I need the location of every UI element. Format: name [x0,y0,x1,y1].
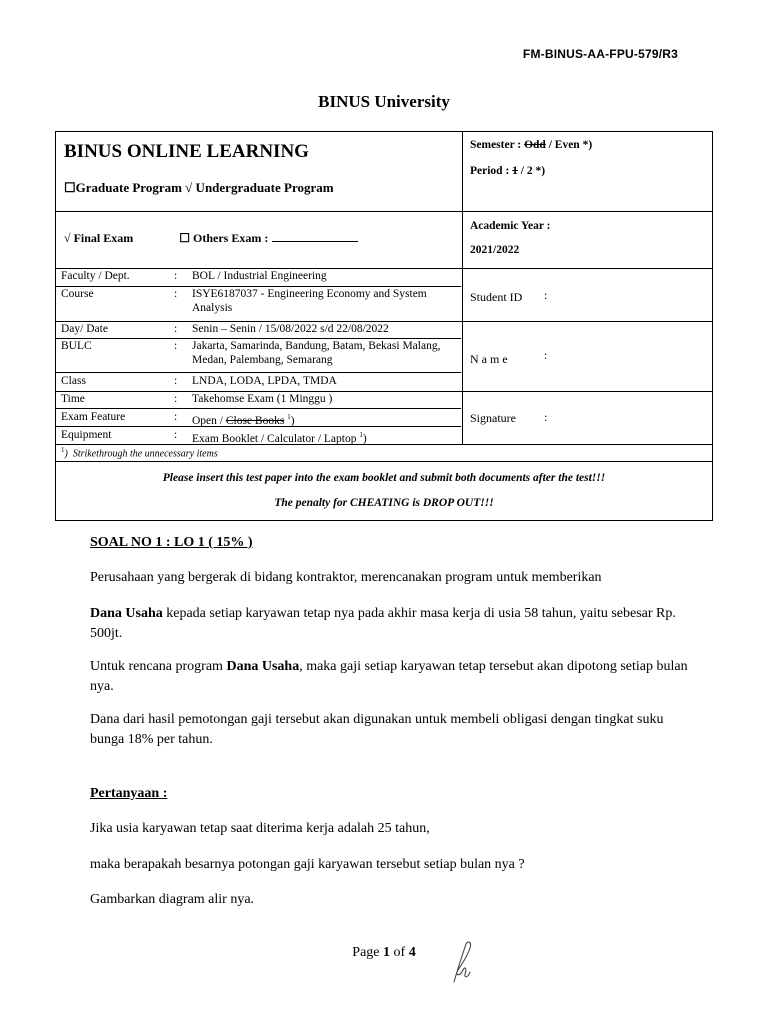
info-value: LNDA, LODA, LPDA, TMDA [192,375,337,387]
divider [56,461,712,462]
info-colon: : [174,288,178,300]
info-label: Faculty / Dept. [61,270,130,282]
semester-field: Semester : Odd / Even *) [470,139,593,151]
paragraph: Perusahaan yang bergerak di bidang kontraktor, merencanakan program untuk memberikan [90,570,602,585]
info-label: Day/ Date [61,323,108,335]
info-colon: : [174,323,178,335]
form-code: FM-BINUS-AA-FPU-579/R3 [522,47,678,61]
name-label: N a m e [470,352,508,366]
info-value: Jakarta, Samarinda, Bandung, Batam, Bekasi Malang, Medan, Palembang, Semarang [192,340,441,366]
question-header: Pertanyaan : [90,786,168,801]
penalty-notice: The penalty for CHEATING is DROP OUT!!! [274,497,494,509]
exam-header-table [55,131,713,521]
exam-type-row [64,231,358,246]
info-colon: : [174,340,178,352]
question-line: Jika usia karyawan tetap saat diterima kerja adalah 25 tahun, [90,821,430,836]
info-value: Exam Booklet / Calculator / Laptop $^1$) [192,431,367,445]
question-line: Gambarkan diagram alir nya. [90,892,255,907]
info-label: Course [61,288,94,300]
divider [462,132,463,444]
info-label: Equipment [61,429,112,441]
info-label: Class [61,375,86,387]
question-number: SOAL NO 1 : LO 1 ( 15% ) [90,535,253,550]
info-value: ISYE6187037 - Engineering Economy and System Analysis [192,288,427,314]
divider [56,211,712,212]
info-label: BULC [61,340,92,352]
paragraph: Dana dari hasil pemotongan gaji tersebut akan digunakan untuk membeli obligasi dengan tingkat suku bunga 18% per tahun. [90,712,664,747]
info-colon: : [174,411,178,423]
info-colon: : [174,270,178,282]
signature-colon: : [544,410,548,424]
academic-year-value: 2021/2022 [470,244,520,256]
info-value: Open / Close Books $^1$) [192,413,295,427]
info-colon: : [174,375,178,387]
signature-mark [448,938,478,988]
period-field: Period : 1 / 2 *) [470,165,546,177]
student-id-label: Student ID [470,290,523,304]
question-line: maka berapakah besarnya potongan gaji karyawan tersebut setiap bulan nya ? [90,857,525,872]
footnote: $^1$) Strikethrough the unnecessary items [61,446,218,460]
info-value: Senin – Senin / 15/08/2022 s/d 22/08/2022 [192,323,389,335]
info-value: BOL / Industrial Engineering [192,270,327,282]
info-label: Exam Feature [61,411,126,423]
paragraph: Dana Usaha kepada setiap karyawan tetap nya pada akhir masa kerja di usia 58 tahun, yaitu sebesar Rp. 500jt. [90,606,676,641]
info-label: Time [61,393,85,405]
paragraph: Untuk rencana program Dana Usaha, maka gaji setiap karyawan tetap tersebut akan dipotong setiap bulan nya. [90,659,688,694]
info-colon: : [174,429,178,441]
info-value: Takehomse Exam (1 Minggu ) [192,393,333,405]
divider [56,408,461,409]
page-number: Page 1 of 4 [352,945,416,960]
student-id-colon: : [544,288,548,302]
info-colon: : [174,393,178,405]
others-exam-blank [272,231,358,242]
others-exam-option: ☐ Others Exam : [179,231,269,245]
university-title: BINUS University [318,92,450,111]
instruction-notice: Please insert this test paper into the exam booklet and submit both documents after the test!!! [162,472,606,484]
final-exam-option: √ Final Exam [64,231,134,245]
program-title: BINUS ONLINE LEARNING [64,141,309,162]
academic-year-label: Academic Year : [470,220,551,232]
divider [56,372,461,373]
name-colon: : [544,348,548,362]
program-options: ☐Graduate Program √ Undergraduate Program [64,180,334,195]
signature-label: Signature [470,411,516,425]
